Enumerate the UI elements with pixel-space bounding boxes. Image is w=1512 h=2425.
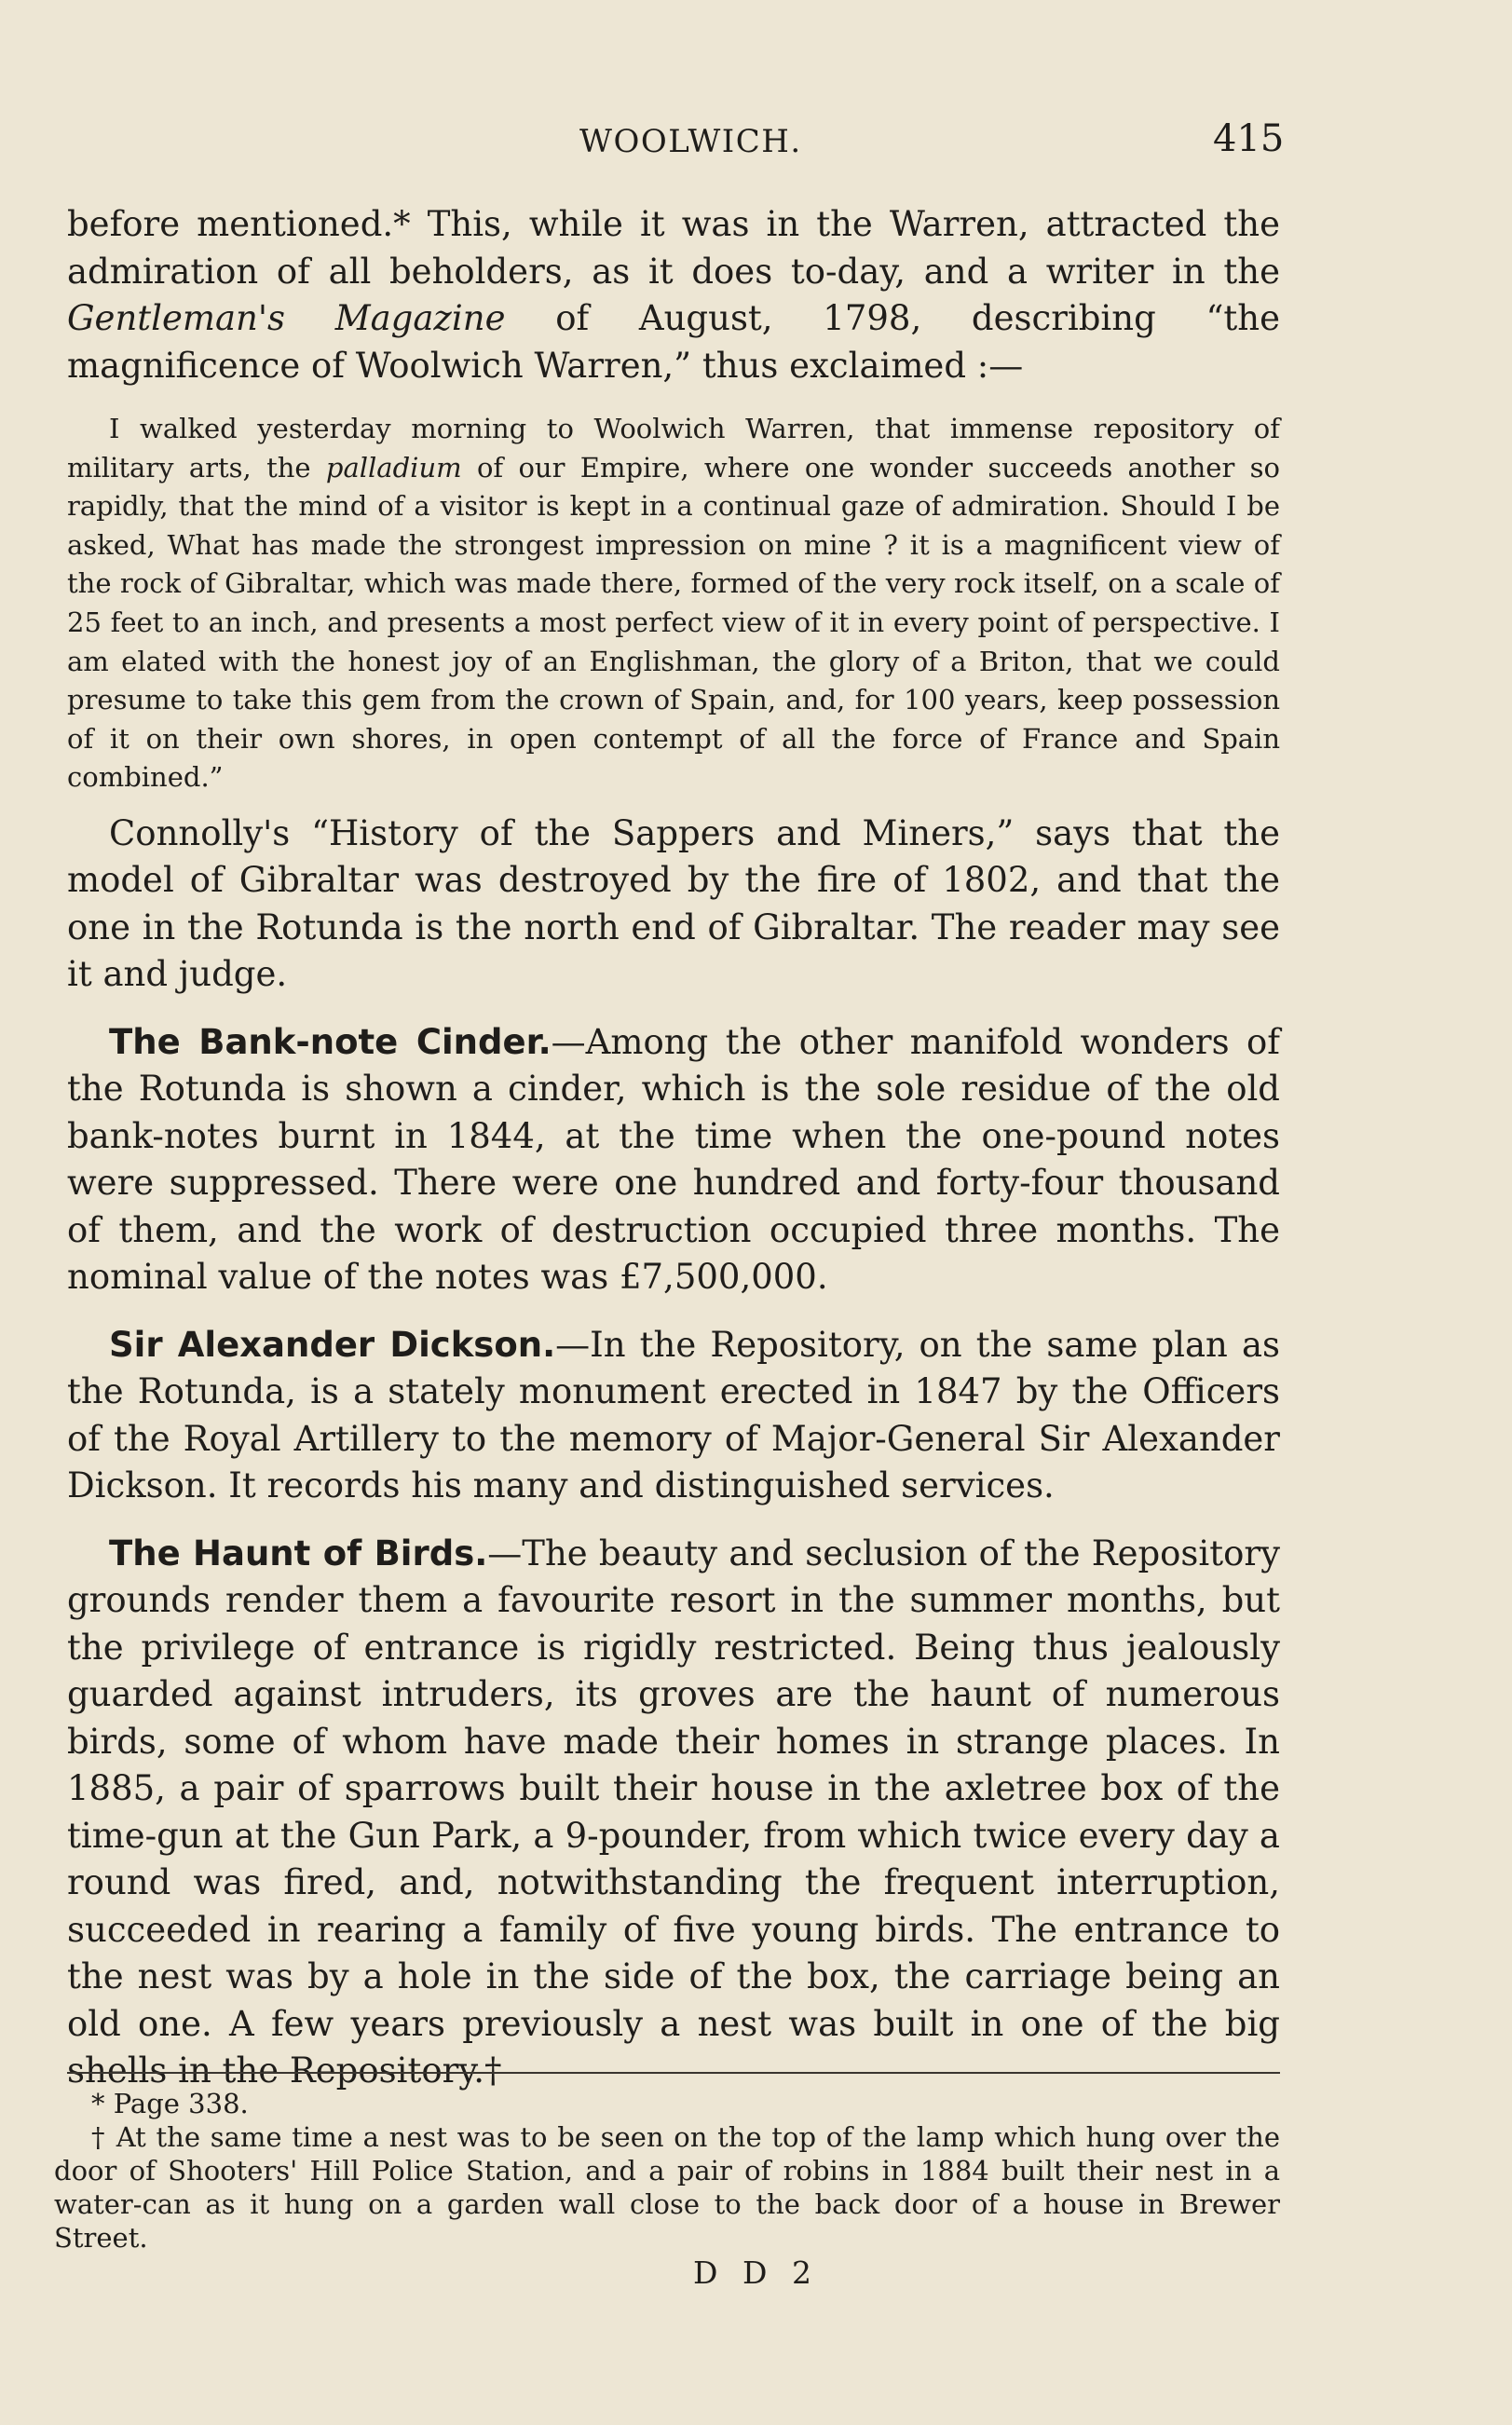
section-heading: Sir Alexander Dickson.: [109, 1324, 556, 1365]
main-text: [67, 201, 1280, 2095]
section-body: —The beauty and seclusion of the Repository grounds render them a favourite resort in the summer months, but the privilege of entrance is rigidly restricted. Being thus jealously guarded against intruders, its groves are the haunt of numerous birds, some of whom have made their homes in strange places. In 1885, a pair of sparrows built their house in the axletree box of the time-gun at the Gun Park, a 9-pounder, from which twice every day a round was fired, and, notwithstanding the frequent interruption, succeeded in rearing a family of five young birds. The entrance to the nest was by a hole in the side of the box, the carriage being an old one. A few years previously a nest was built in one of the big shells in the Repository.†: [67, 1533, 1280, 2091]
quote-italic-word: palladium: [325, 451, 462, 484]
quote-text: of our Empire, where one wonder succeeds another so rapidly, that the mind of a visitor is kept in a continual gaze of admiration. Should I be asked, What has made the strongest impression on mine ? it is a magnificent view of the rock of Gibraltar, which was made there, formed of the very rock itself, on a scale of 25 feet to an inch, and presents a most perfect view of it in every point of perspective. I am elated with the honest joy of an Englishman, the glory of a Briton, that we could presume to take this gem from the crown of Spain, and, for 100 years, keep possession of it on their own shores, in open contempt of all the force of France and Spain combined.”: [67, 451, 1280, 794]
paragraph-text: before mentioned.* This, while it was in the Warren, attracted the admiration of all beholders, as it does to-day, and a writer in the: [67, 204, 1280, 292]
section-bank-note-cinder: [67, 1019, 1280, 1301]
footnote-dagger: † At the same time a nest was to be seen on the top of the lamp which hung over the door of Shooters' Hill Police Station, and a pair of robins in 1884 built their nest in a water-can as it hung on a garden wall close to the back door of a house in Brewer Street.: [54, 2121, 1280, 2254]
signature-mark: D D 2: [693, 2255, 819, 2291]
quote-text: I walked yesterday morning to Woolwich Warren, that immense repository of military arts, the: [67, 413, 1280, 484]
paragraph-continuation: [67, 201, 1280, 389]
section-heading: The Bank-note Cinder.: [109, 1021, 552, 1062]
section-body: —In the Repository, on the same plan as the Rotunda, is a stately monument erected in 1847 by the Officers of the Royal Artillery to the memory of Major-General Sir Alexander Dickson. It records his many and distinguished services.: [67, 1324, 1281, 1506]
paragraph-connolly: Connolly's “History of the Sappers and Miners,” says that the model of Gibraltar was destroyed by the fire of 1802, and that the one in the Rotunda is the north end of Gibraltar. The reader may see it and judge.: [67, 812, 1280, 995]
running-head-title: WOOLWICH.: [579, 123, 802, 160]
section-haunt-of-birds: [67, 1531, 1280, 2095]
running-head: [0, 117, 1512, 170]
block-quote: [67, 410, 1280, 797]
footnote-rule: [67, 2072, 1280, 2074]
footnotes: [54, 2087, 1280, 2255]
section-heading: The Haunt of Birds.: [109, 1533, 488, 1574]
paragraph-text: of August, 1798, describing “the magnificence of Woolwich Warren,” thus exclaimed :—: [67, 298, 1280, 386]
section-body: —Among the other manifold wonders of the Rotunda is shown a cinder, which is the sole residue of the old bank-notes burnt in 1844, at the time when the one-pound notes were suppressed. There were one hundred and forty-four thousand of them, and the work of destruction occupied three months. The nominal value of the notes was £7,500,000.: [67, 1021, 1280, 1298]
footnote-star: * Page 338.: [91, 2088, 249, 2119]
magazine-title: Gentleman's Magazine: [67, 298, 506, 338]
page-number: 415: [1213, 117, 1285, 160]
section-sir-alexander-dickson: [67, 1322, 1280, 1510]
